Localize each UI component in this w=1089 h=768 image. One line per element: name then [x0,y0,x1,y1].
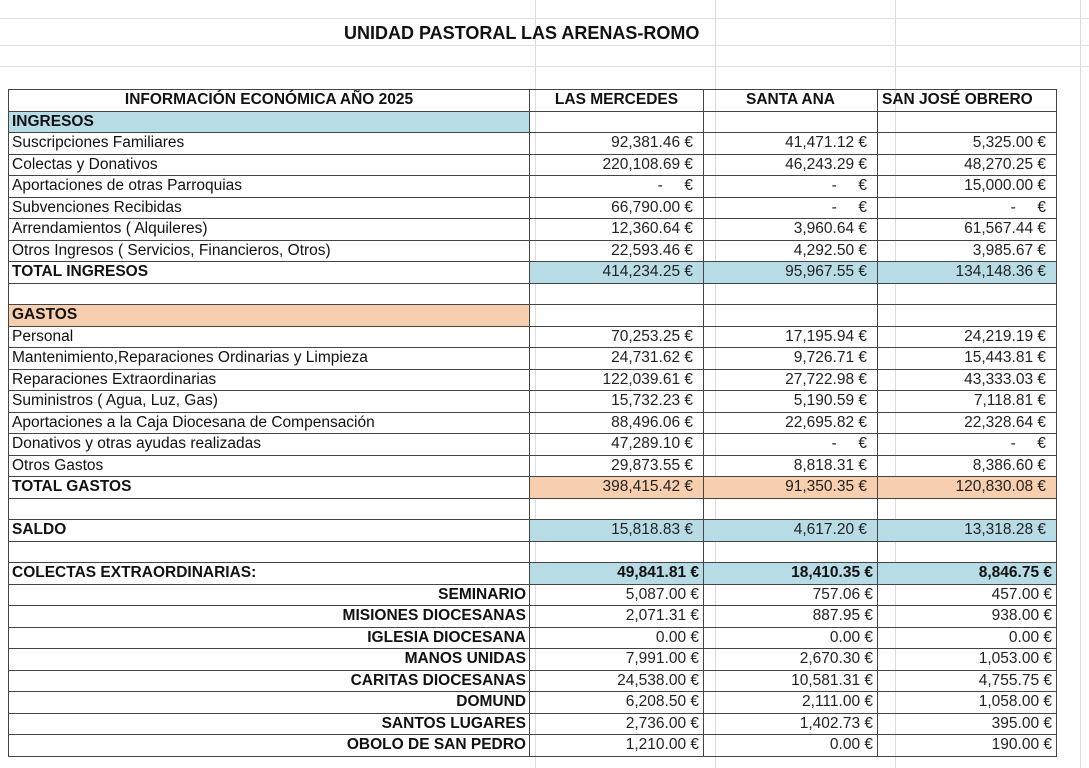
value-cell[interactable]: 0.00 € [704,735,878,757]
value-cell[interactable]: 5,190.59 € [704,391,878,413]
colecta-label[interactable]: MISIONES DIOCESANAS [9,606,530,628]
table-row [9,670,1057,692]
value-cell[interactable]: 0.00 € [878,627,1057,649]
value-cell[interactable]: 938.00 € [878,606,1057,628]
value-cell[interactable]: 757.06 € [704,584,878,606]
table-row [9,154,1057,176]
ingresos-section-label[interactable]: INGRESOS [9,111,530,133]
colecta-label[interactable]: CARITAS DIOCESANAS [9,670,530,692]
value-cell[interactable]: 0.00 € [704,627,878,649]
value-cell[interactable]: 92,381.46 € [530,133,704,155]
table-row [9,326,1057,348]
value-cell[interactable]: 1,210.00 € [530,735,704,757]
table-row [9,606,1057,628]
spacer-row [9,283,1057,305]
value-cell[interactable]: 3,985.67 € [878,240,1057,262]
table-row [9,133,1057,155]
value-cell[interactable]: 457.00 € [878,584,1057,606]
gridline [0,66,1089,67]
row-label[interactable]: Personal [9,326,530,348]
row-label[interactable]: Arrendamientos ( Alquileres) [9,219,530,241]
value-cell[interactable]: 88,496.06 € [530,412,704,434]
colectas-total-row [9,563,1057,585]
total-ingresos-row [9,262,1057,284]
colecta-label[interactable]: MANOS UNIDAS [9,649,530,671]
value-cell[interactable]: 8,386.60 € [878,455,1057,477]
saldo-value[interactable]: 15,818.83 € [530,520,704,542]
value-cell[interactable]: 15,443.81 € [878,348,1057,370]
value-cell[interactable]: - € [704,176,878,198]
table-row [9,412,1057,434]
value-cell[interactable]: 1,402.73 € [704,713,878,735]
value-cell[interactable]: - € [878,434,1057,456]
total-ingresos-value[interactable]: 414,234.25 € [530,262,704,284]
value-cell[interactable]: 22,695.82 € [704,412,878,434]
value-cell[interactable]: 43,333.03 € [878,369,1057,391]
sheet-title-text: UNIDAD PASTORAL LAS ARENAS-ROMO [344,23,700,43]
value-cell[interactable]: 5,325.00 € [878,133,1057,155]
colecta-label[interactable]: DOMUND [9,692,530,714]
header-row [9,90,1057,112]
saldo-label[interactable]: SALDO [9,520,530,542]
value-cell[interactable]: 220,108.69 € [530,154,704,176]
colectas-label[interactable]: COLECTAS EXTRAORDINARIAS: [9,563,530,585]
value-cell[interactable]: 5,087.00 € [530,584,704,606]
value-cell[interactable]: 24,538.00 € [530,670,704,692]
sheet-title [0,20,1089,46]
table-row [9,369,1057,391]
value-cell[interactable]: 887.95 € [704,606,878,628]
table-row [9,391,1057,413]
table-row [9,735,1057,757]
value-cell[interactable]: 190.00 € [878,735,1057,757]
economic-info-table [8,89,1057,757]
cell[interactable] [530,305,704,327]
header-label[interactable]: INFORMACIÓN ECONÓMICA AÑO 2025 [9,90,530,112]
value-cell[interactable]: 8,818.31 € [704,455,878,477]
value-cell[interactable]: 24,219.19 € [878,326,1057,348]
value-cell[interactable]: 41,471.12 € [704,133,878,155]
value-cell[interactable]: - € [704,197,878,219]
value-cell[interactable]: 7,991.00 € [530,649,704,671]
value-cell[interactable]: 24,731.62 € [530,348,704,370]
value-cell[interactable]: 1,058.00 € [878,692,1057,714]
value-cell[interactable]: 70,253.25 € [530,326,704,348]
value-cell[interactable]: 0.00 € [530,627,704,649]
table-row [9,455,1057,477]
cell[interactable] [704,111,878,133]
table-row [9,627,1057,649]
row-label[interactable]: Aportaciones a la Caja Diocesana de Compensación [9,412,530,434]
value-cell[interactable]: 17,195.94 € [704,326,878,348]
total-gastos-label[interactable]: TOTAL GASTOS [9,477,530,499]
value-cell[interactable]: 2,111.00 € [704,692,878,714]
row-label[interactable]: Donativos y otras ayudas realizadas [9,434,530,456]
total-gastos-value[interactable]: 120,830.08 € [878,477,1057,499]
table-row [9,713,1057,735]
value-cell[interactable]: 4,292.50 € [704,240,878,262]
colecta-label[interactable]: SEMINARIO [9,584,530,606]
value-cell[interactable]: 22,593.46 € [530,240,704,262]
value-cell[interactable]: - € [704,434,878,456]
table-row [9,692,1057,714]
value-cell[interactable]: 6,208.50 € [530,692,704,714]
colectas-total-value[interactable]: 18,410.35 € [704,563,878,585]
value-cell[interactable]: 61,567.44 € [878,219,1057,241]
colectas-total-value[interactable]: 8,846.75 € [878,563,1057,585]
table-row [9,197,1057,219]
gastos-section-row [9,305,1057,327]
value-cell[interactable]: 2,736.00 € [530,713,704,735]
value-cell[interactable]: 4,755.75 € [878,670,1057,692]
cell[interactable] [704,305,878,327]
value-cell[interactable]: 10,581.31 € [704,670,878,692]
value-cell[interactable]: 3,960.64 € [704,219,878,241]
value-cell[interactable]: 122,039.61 € [530,369,704,391]
total-gastos-value[interactable]: 91,350.35 € [704,477,878,499]
total-ingresos-label[interactable]: TOTAL INGRESOS [9,262,530,284]
value-cell[interactable]: 48,270.25 € [878,154,1057,176]
value-cell[interactable]: 395.00 € [878,713,1057,735]
table-row [9,219,1057,241]
spacer-row [9,541,1057,563]
header-col-santa-ana[interactable]: SANTA ANA [704,90,878,112]
value-cell[interactable]: 1,053.00 € [878,649,1057,671]
cell[interactable] [878,305,1057,327]
gridline [1080,0,1081,768]
value-cell[interactable]: 27,722.98 € [704,369,878,391]
cell[interactable] [878,111,1057,133]
row-label[interactable]: Otros Ingresos ( Servicios, Financieros, Otros) [9,240,530,262]
value-cell[interactable]: 12,360.64 € [530,219,704,241]
colecta-label[interactable]: IGLESIA DIOCESANA [9,627,530,649]
table-row [9,348,1057,370]
spacer-row [9,498,1057,520]
table-row [9,584,1057,606]
total-gastos-row [9,477,1057,499]
value-cell[interactable]: 15,000.00 € [878,176,1057,198]
value-cell[interactable]: 9,726.71 € [704,348,878,370]
row-label[interactable]: Suministros ( Agua, Luz, Gas) [9,391,530,413]
total-ingresos-value[interactable]: 134,148.36 € [878,262,1057,284]
table-row [9,649,1057,671]
row-label[interactable]: Mantenimiento,Reparaciones Ordinarias y Limpieza [9,348,530,370]
colecta-label[interactable]: OBOLO DE SAN PEDRO [9,735,530,757]
value-cell[interactable]: 46,243.29 € [704,154,878,176]
row-label[interactable]: Aportaciones de otras Parroquias [9,176,530,198]
value-cell[interactable]: 15,732.23 € [530,391,704,413]
saldo-value[interactable]: 4,617.20 € [704,520,878,542]
value-cell[interactable]: - € [530,176,704,198]
value-cell[interactable]: 66,790.00 € [530,197,704,219]
value-cell[interactable]: 47,289.10 € [530,434,704,456]
value-cell[interactable]: 29,873.55 € [530,455,704,477]
table-row [9,434,1057,456]
row-label[interactable]: Suscripciones Familiares [9,133,530,155]
value-cell[interactable]: 2,071.31 € [530,606,704,628]
header-col-san-jose-obrero[interactable]: SAN JOSÉ OBRERO [878,90,1057,112]
value-cell[interactable]: 2,670.30 € [704,649,878,671]
saldo-value[interactable]: 13,318.28 € [878,520,1057,542]
gridline [0,18,1089,19]
row-label[interactable]: Colectas y Donativos [9,154,530,176]
value-cell[interactable]: - € [878,197,1057,219]
total-ingresos-value[interactable]: 95,967.55 € [704,262,878,284]
header-col-las-mercedes[interactable]: LAS MERCEDES [530,90,704,112]
row-label[interactable]: Subvenciones Recibidas [9,197,530,219]
row-label[interactable]: Reparaciones Extraordinarias [9,369,530,391]
total-gastos-value[interactable]: 398,415.42 € [530,477,704,499]
saldo-row [9,520,1057,542]
table-row [9,240,1057,262]
cell[interactable] [530,111,704,133]
value-cell[interactable]: 7,118.81 € [878,391,1057,413]
table-row [9,176,1057,198]
colecta-label[interactable]: SANTOS LUGARES [9,713,530,735]
gastos-section-label[interactable]: GASTOS [9,305,530,327]
value-cell[interactable]: 22,328.64 € [878,412,1057,434]
colectas-total-value[interactable]: 49,841.81 € [530,563,704,585]
row-label[interactable]: Otros Gastos [9,455,530,477]
ingresos-section-row [9,111,1057,133]
